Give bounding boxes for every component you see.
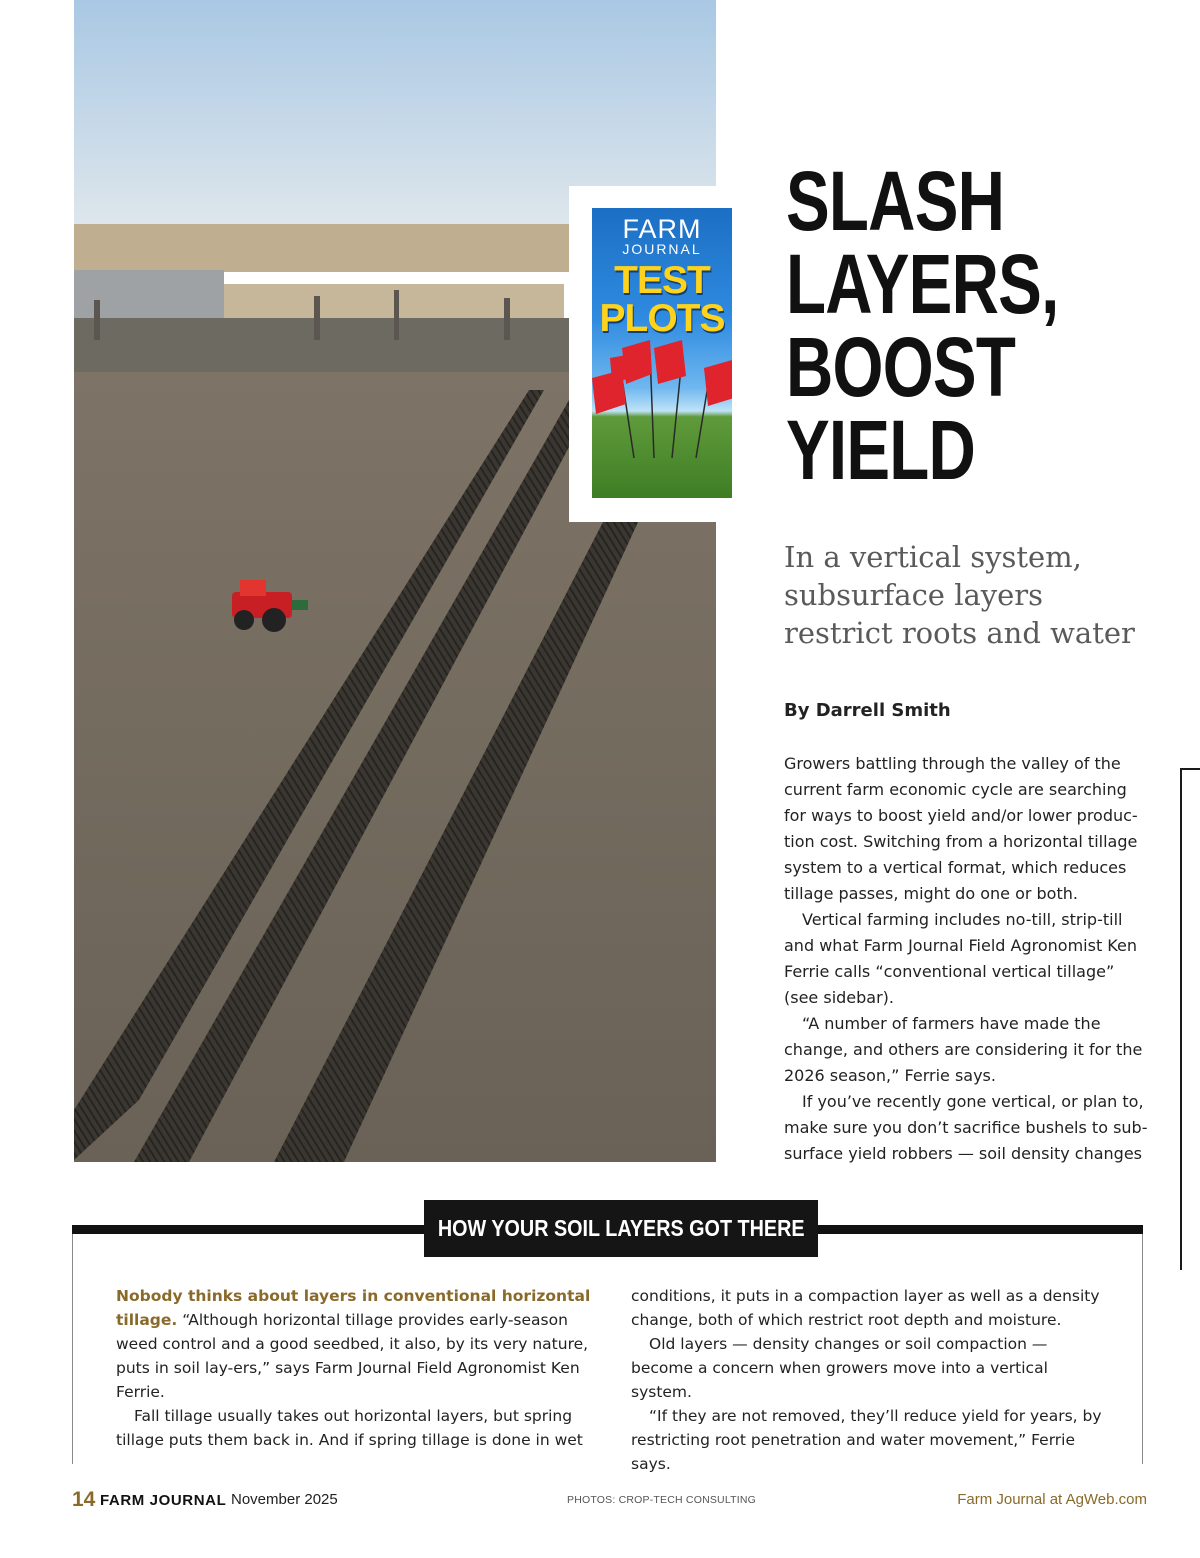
headline-line-4: YIELD bbox=[786, 403, 976, 497]
sidebar-paragraph-1-text: “Although horizontal tillage provides early-season weed control and a good seedbed, it also, by its very nature, puts in soil lay-ers,” says Farm Journal Field Agronomist Ken Ferrie. bbox=[116, 1311, 589, 1401]
byline: By Darrell Smith bbox=[784, 700, 951, 721]
issue-date: November 2025 bbox=[231, 1491, 338, 1508]
badge-brand-line1: FARM bbox=[622, 214, 702, 244]
body-paragraph-2: Vertical farming includes no-till, strip-till and what Farm Journal Field Agronomist Ken Ferrie calls “conventional vertical tillage” (see sidebar). bbox=[784, 910, 1137, 1007]
field-tractor-illustration bbox=[74, 0, 716, 1162]
sidebar-paragraph-2: Fall tillage usually takes out horizontal layers, but spring tillage puts them back in. And if spring tillage is done in wet bbox=[116, 1407, 583, 1449]
sidebar-lead: Nobody thinks about layers in conventional horizontal tillage. bbox=[116, 1287, 591, 1329]
headline-line-1: SLASH bbox=[786, 154, 1005, 248]
headline-line-2: LAYERS, bbox=[786, 237, 1059, 331]
badge-title-line2: PLOTS bbox=[599, 297, 725, 340]
sidebar-paragraph-3: conditions, it puts in a compaction layer as well as a density change, both of which restrict root depth and moisture. bbox=[631, 1287, 1100, 1329]
badge-brand bbox=[592, 216, 732, 256]
badge-title-line1: TEST bbox=[614, 259, 710, 302]
page-number: 14 bbox=[72, 1488, 96, 1511]
body-paragraph-3: “A number of farmers have made the change, and others are considering it for the 2026 season,” Ferrie says. bbox=[784, 1014, 1143, 1085]
body-paragraph-4: If you’ve recently gone vertical, or plan to, make sure you don’t sacrifice bushels to sub-surface yield robbers — soil density changes bbox=[784, 1092, 1148, 1163]
publication-name: FARM JOURNAL bbox=[100, 1492, 227, 1509]
sidebar-title bbox=[424, 1200, 818, 1257]
sidebar-paragraph-4: Old layers — density changes or soil compaction — become a concern when growers move into a vertical system. bbox=[631, 1335, 1048, 1401]
photo-credit: PHOTOS: CROP-TECH CONSULTING bbox=[567, 1494, 756, 1506]
hero-photo bbox=[74, 0, 716, 1162]
sidebar-column-left bbox=[116, 1284, 598, 1452]
test-plots-badge bbox=[592, 208, 732, 498]
sidebar-paragraph-5: “If they are not removed, they’ll reduce yield for years, by restricting root penetration and water movement,” Ferrie says. bbox=[631, 1407, 1102, 1473]
sidebar-title-text: HOW YOUR SOIL LAYERS GOT THERE bbox=[437, 1215, 805, 1241]
headline-line-3: BOOST bbox=[786, 320, 1016, 414]
deck: In a vertical system, subsurface layers restrict roots and water bbox=[784, 540, 1135, 650]
sidebar-paragraph-1 bbox=[116, 1284, 598, 1404]
body-paragraph-1: Growers battling through the valley of the current farm economic cycle are searching for ways to boost yield and/or lower produc-tion cost. Switching from a horizontal tillage system to a vertical format, which reduces tillage passes, might do one or both. bbox=[784, 754, 1138, 903]
badge-brand-line2: JOURNAL bbox=[622, 241, 702, 257]
headline bbox=[786, 154, 1059, 497]
article-body bbox=[784, 751, 1150, 1167]
continuation-rule bbox=[1180, 768, 1200, 1270]
site-link[interactable]: Farm Journal at AgWeb.com bbox=[957, 1491, 1147, 1508]
page-footer bbox=[0, 1488, 1200, 1518]
sidebar-column-right bbox=[631, 1284, 1113, 1476]
badge-title bbox=[592, 259, 732, 340]
